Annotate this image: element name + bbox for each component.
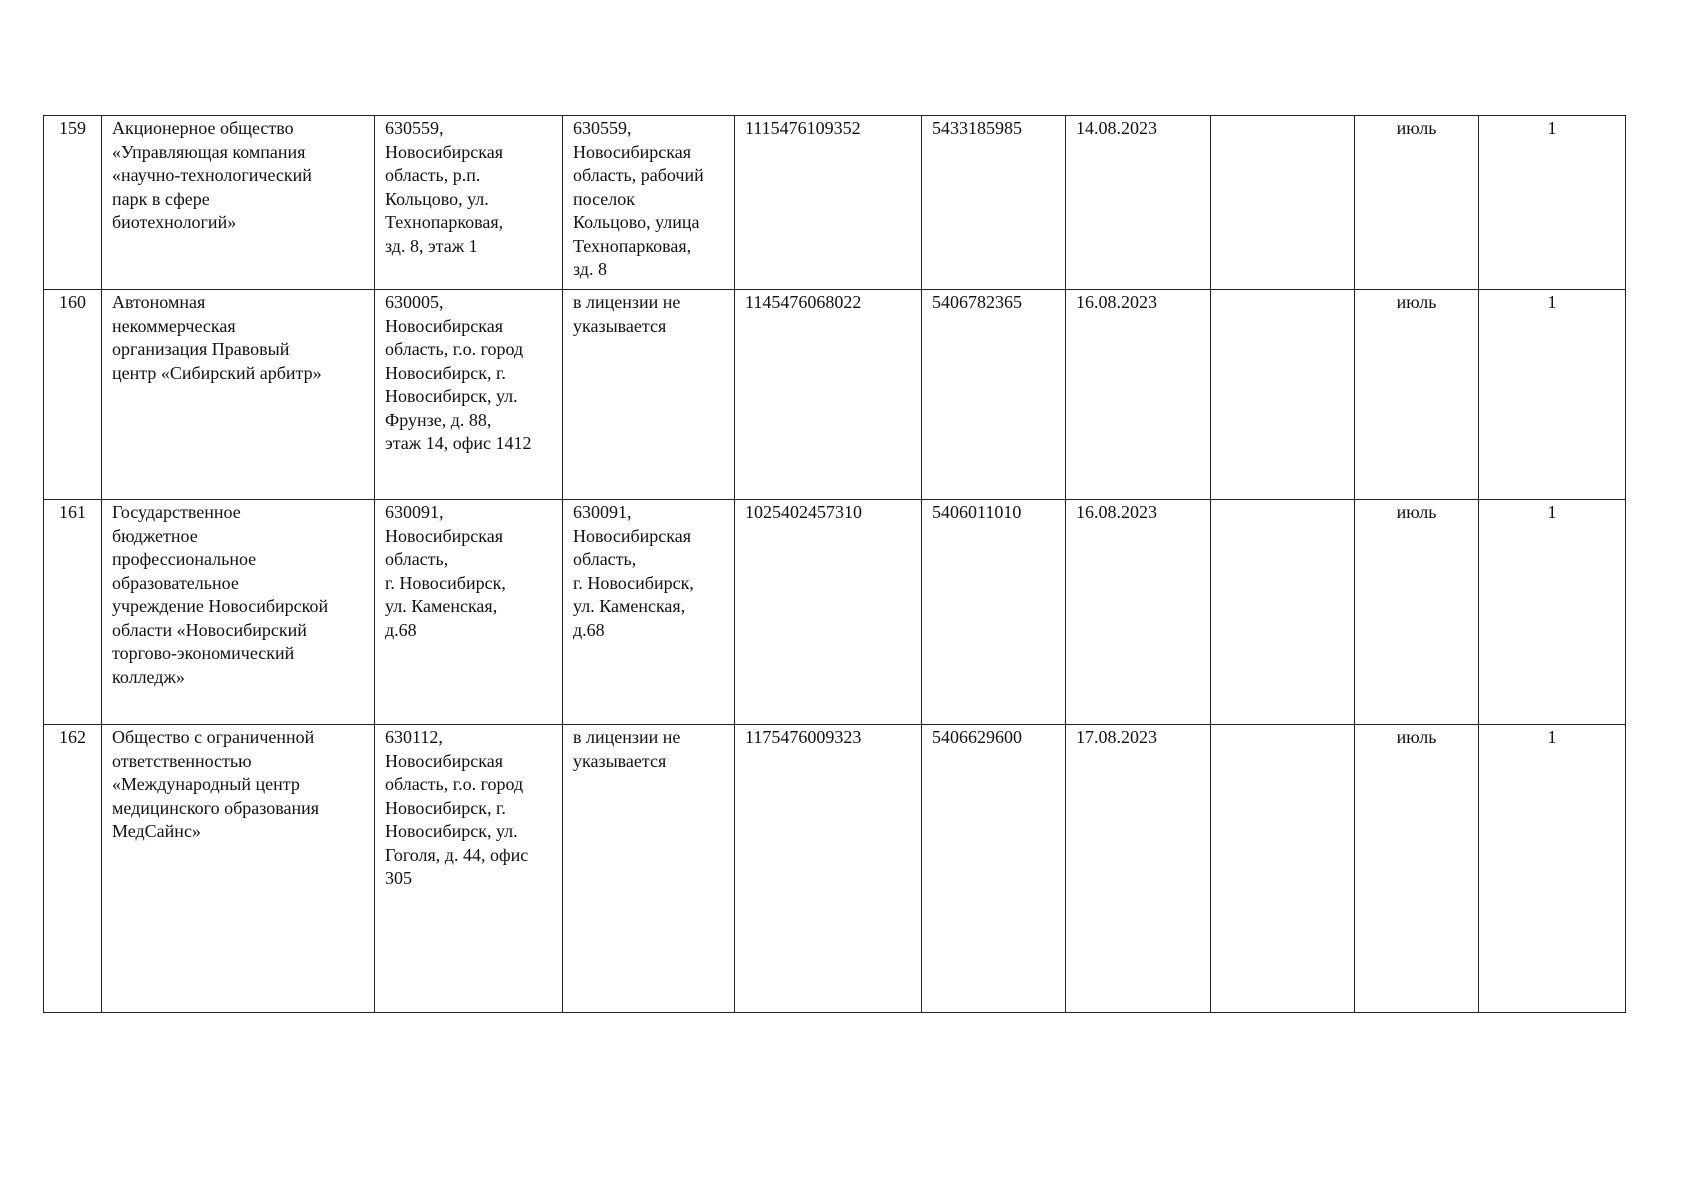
activity-address-cell: 630559, Новосибирская область, рабочий поселок Кольцово, улица Технопарковая, зд. 8 [563,116,735,290]
empty-cell [1211,116,1355,290]
count-cell: 1 [1479,290,1626,500]
date-cell: 16.08.2023 [1066,290,1211,500]
ogrn-cell: 1145476068022 [735,290,922,500]
organization-name-cell: Государственное бюджетное профессиональное образовательное учреждение Новосибирской области «Новосибирский торгово-экономический колледж» [102,500,375,725]
table-row [44,116,1626,290]
date-cell: 16.08.2023 [1066,500,1211,725]
ogrn-cell: 1175476009323 [735,725,922,1013]
table-row [44,725,1626,1013]
month-cell: июль [1355,500,1479,725]
empty-cell [1211,500,1355,725]
organization-name-cell: Акционерное общество «Управляющая компания «научно-технологический парк в сфере биотехнологий» [102,116,375,290]
legal-address-cell: 630559, Новосибирская область, р.п. Кольцово, ул. Технопарковая, зд. 8, этаж 1 [375,116,563,290]
organization-name-cell: Автономная некоммерческая организация Правовый центр «Сибирский арбитр» [102,290,375,500]
count-cell: 1 [1479,116,1626,290]
activity-address-cell: в лицензии не указывается [563,725,735,1013]
legal-address-cell: 630005, Новосибирская область, г.о. город Новосибирск, г. Новосибирск, ул. Фрунзе, д. 88, этаж 14, офис 1412 [375,290,563,500]
legal-address-cell: 630112, Новосибирская область, г.о. город Новосибирск, г. Новосибирск, ул. Гоголя, д. 44, офис 305 [375,725,563,1013]
ogrn-cell: 1115476109352 [735,116,922,290]
inn-cell: 5406629600 [922,725,1066,1013]
registry-table [43,115,1626,1013]
count-cell: 1 [1479,500,1626,725]
inn-cell: 5406782365 [922,290,1066,500]
row-number-cell: 161 [44,500,102,725]
activity-address-cell: в лицензии не указывается [563,290,735,500]
month-cell: июль [1355,725,1479,1013]
activity-address-cell: 630091, Новосибирская область, г. Новосибирск, ул. Каменская, д.68 [563,500,735,725]
row-number-cell: 160 [44,290,102,500]
month-cell: июль [1355,290,1479,500]
row-number-cell: 159 [44,116,102,290]
inn-cell: 5406011010 [922,500,1066,725]
count-cell: 1 [1479,725,1626,1013]
organization-name-cell: Общество с ограниченной ответственностью «Международный центр медицинского образования МедСайнс» [102,725,375,1013]
inn-cell: 5433185985 [922,116,1066,290]
date-cell: 14.08.2023 [1066,116,1211,290]
month-cell: июль [1355,116,1479,290]
row-number-cell: 162 [44,725,102,1013]
legal-address-cell: 630091, Новосибирская область, г. Новосибирск, ул. Каменская, д.68 [375,500,563,725]
date-cell: 17.08.2023 [1066,725,1211,1013]
ogrn-cell: 1025402457310 [735,500,922,725]
table-row [44,500,1626,725]
table-row [44,290,1626,500]
empty-cell [1211,725,1355,1013]
empty-cell [1211,290,1355,500]
